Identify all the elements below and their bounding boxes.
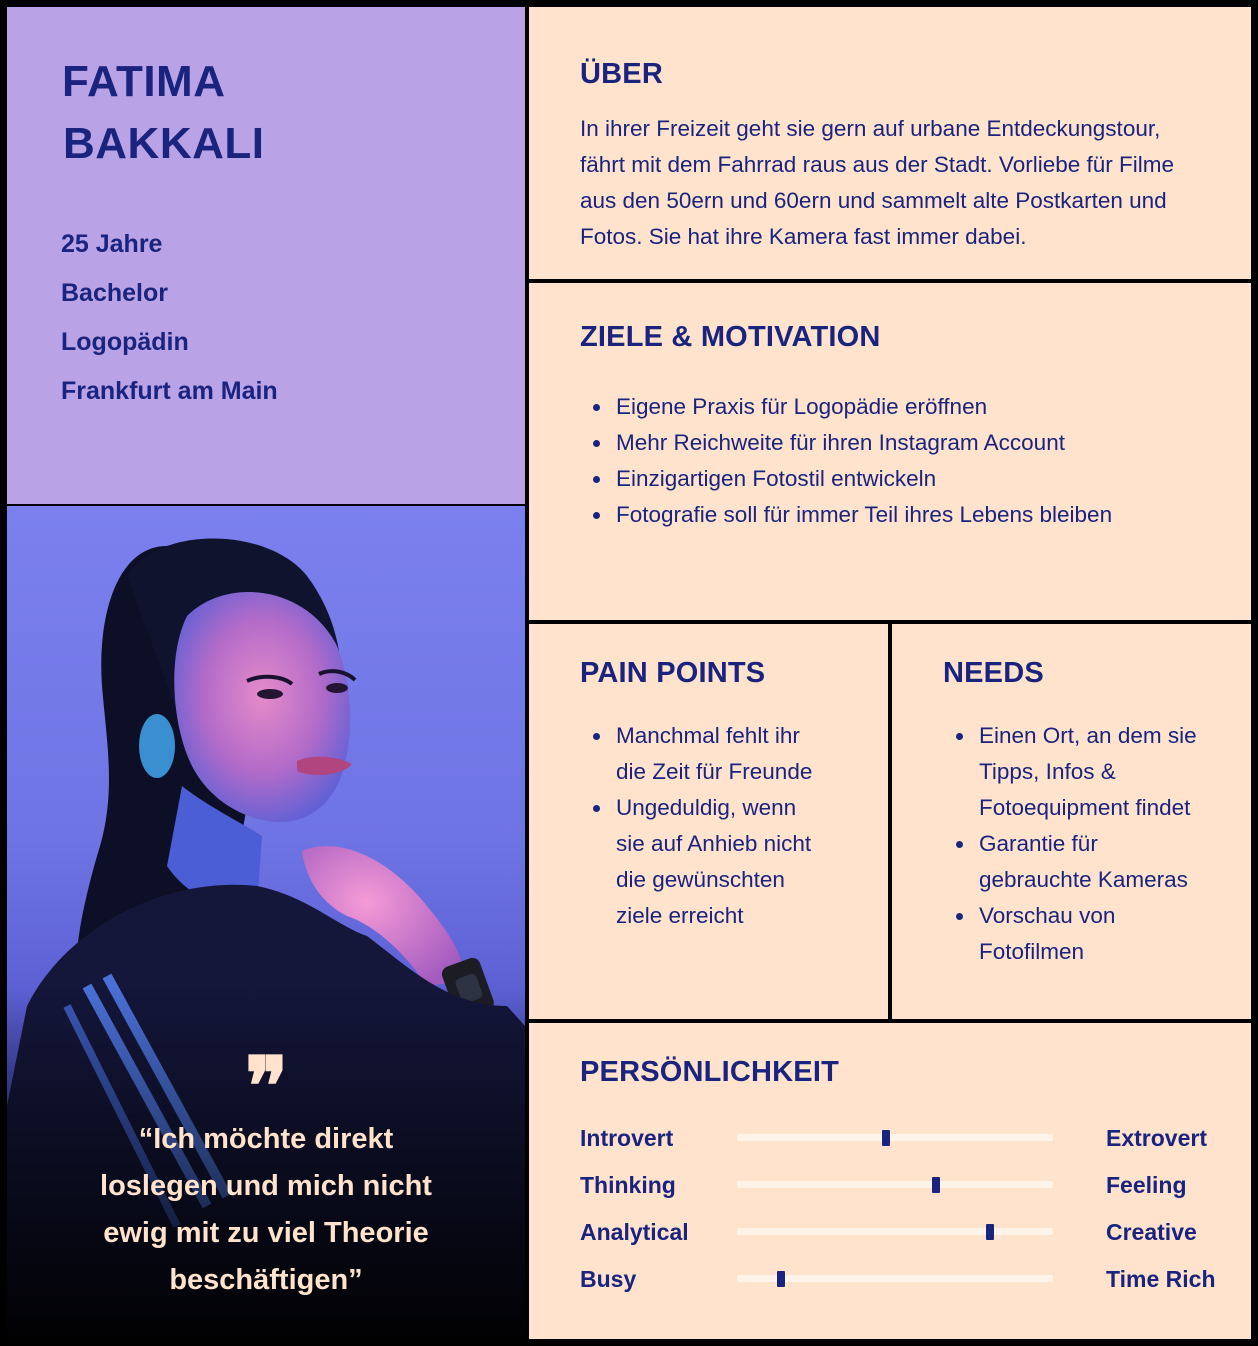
trait-slider-track [737, 1134, 1053, 1141]
persona-name-panel [7, 7, 525, 504]
quote-line: loslegen und mich nicht [100, 1170, 432, 1202]
goal-item: Eigene Praxis für Logopädie eröffnen [580, 389, 1112, 425]
trait-slider-track [737, 1228, 1053, 1235]
quote-line: beschäftigen” [169, 1264, 363, 1296]
trait-left-label: Analytical [580, 1219, 689, 1245]
trait-right-label: Extrovert [1106, 1125, 1207, 1151]
need-line: Tipps, Infos & [979, 759, 1116, 784]
pain-point-line: ziele erreicht [616, 903, 744, 928]
trait-right-label: Time Rich [1106, 1266, 1216, 1292]
about-line: fährt mit dem Fahrrad raus aus der Stadt. Vorliebe für Filme [580, 152, 1174, 177]
trait-slider-track [737, 1275, 1053, 1282]
need-item [943, 826, 1197, 898]
persona-photo-panel [7, 506, 525, 1339]
personality-title: PERSÖNLICHKEIT [580, 1056, 839, 1088]
trait-left-label: Introvert [580, 1125, 674, 1151]
persona-last-name: BAKKALI [63, 119, 265, 168]
need-line: Fotoequipment findet [979, 795, 1191, 820]
pain-point-line: Manchmal fehlt ihr [616, 723, 800, 748]
need-line: gebrauchte Kameras [979, 867, 1188, 892]
need-line: Garantie für [979, 831, 1098, 856]
trait-right-label: Feeling [1106, 1172, 1187, 1198]
trait-slider-marker [777, 1271, 785, 1287]
pain-points-list [580, 718, 812, 934]
trait-left-label: Thinking [580, 1172, 676, 1198]
quote-mark-icon: ❞ [245, 1039, 289, 1133]
need-line: Einen Ort, an dem sie [979, 723, 1197, 748]
persona-job: Logopädin [61, 328, 189, 356]
pain-point-item [580, 718, 812, 790]
persona-city: Frankfurt am Main [61, 377, 278, 405]
need-line: Vorschau von [979, 903, 1116, 928]
persona-quote [37, 1116, 495, 1304]
pain-points-section [529, 624, 888, 1019]
about-line: aus den 50ern und 60ern und sammelt alte Postkarten und [580, 188, 1167, 213]
pain-points-title: PAIN POINTS [580, 657, 766, 689]
trait-slider-marker [882, 1130, 890, 1146]
need-line: Fotofilmen [979, 939, 1085, 964]
pain-point-line: sie auf Anhieb nicht [616, 831, 812, 856]
about-title: ÜBER [580, 58, 663, 90]
goal-item: Mehr Reichweite für ihren Instagram Account [580, 425, 1112, 461]
needs-section [892, 624, 1251, 1019]
goals-section [529, 283, 1251, 620]
goals-title: ZIELE & MOTIVATION [580, 321, 881, 353]
trait-right-label: Creative [1106, 1219, 1197, 1245]
goal-item: Einzigartigen Fotostil entwickeln [580, 461, 1112, 497]
persona-education: Bachelor [61, 279, 168, 307]
trait-left-label: Busy [580, 1266, 637, 1292]
about-text [580, 111, 1250, 255]
needs-title: NEEDS [943, 657, 1044, 689]
quote-line: ewig mit zu viel Theorie [103, 1217, 429, 1249]
needs-list [943, 718, 1197, 970]
pain-point-item [580, 790, 812, 934]
goals-list [580, 389, 1112, 533]
persona-first-name: FATIMA [62, 57, 226, 106]
pain-point-line: die Zeit für Freunde [616, 759, 813, 784]
need-item [943, 898, 1197, 970]
personality-section [529, 1023, 1251, 1339]
pain-point-line: die gewünschten [616, 867, 785, 892]
about-line: Fotos. Sie hat ihre Kamera fast immer dabei. [580, 224, 1027, 249]
trait-slider-marker [932, 1177, 940, 1193]
about-line: In ihrer Freizeit geht sie gern auf urbane Entdeckungstour, [580, 116, 1161, 141]
quote-line: “Ich möchte direkt [138, 1123, 394, 1155]
trait-slider-track [737, 1181, 1053, 1188]
persona-age: 25 Jahre [61, 230, 163, 258]
trait-slider-marker [986, 1224, 994, 1240]
goal-item: Fotografie soll für immer Teil ihres Lebens bleiben [580, 497, 1112, 533]
pain-point-line: Ungeduldig, wenn [616, 795, 797, 820]
about-section [529, 7, 1251, 279]
need-item [943, 718, 1197, 826]
